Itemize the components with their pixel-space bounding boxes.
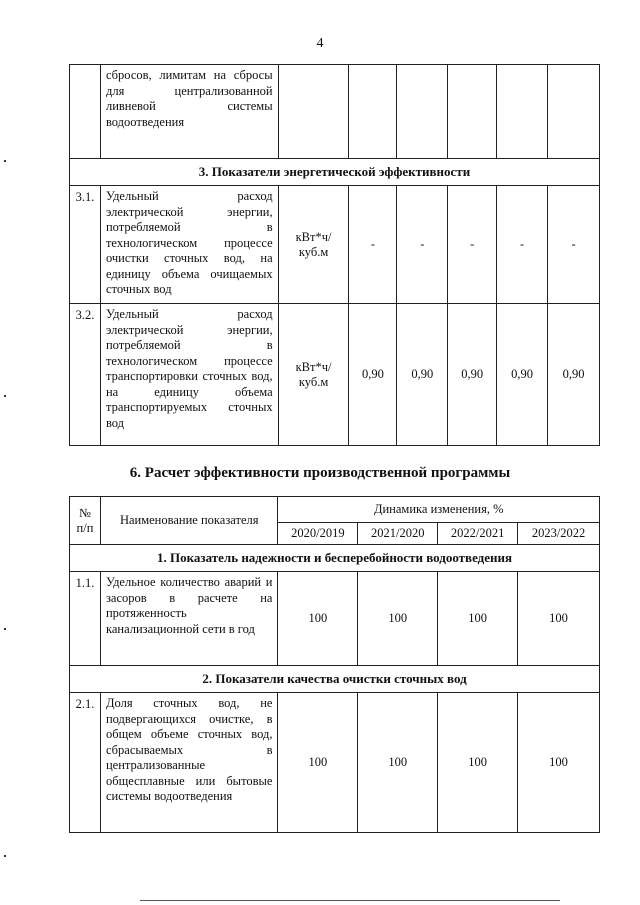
value-cell: 100 <box>518 693 600 833</box>
scan-mark <box>4 395 6 397</box>
header-dynamics: Динамика изменения, % <box>278 497 600 523</box>
period-header: 2020/2019 <box>278 523 358 545</box>
section-3-header <box>70 159 600 186</box>
value-cell: 100 <box>278 693 358 833</box>
indicators-table-continued <box>69 64 600 446</box>
row-number: 2.1. <box>70 693 101 833</box>
value-cell: 0,90 <box>497 304 548 446</box>
value-cell: - <box>349 186 397 304</box>
row-number: 3.1. <box>70 186 101 304</box>
scan-mark <box>4 160 6 162</box>
row-number: 1.1. <box>70 572 101 666</box>
page-bottom-edge <box>140 900 560 901</box>
indicator-name: Удельный расход электрической энергии, потребляемой в технологическом процессе транспортировки сточных вод, на единицу объема транспортируемых сточных вод <box>100 304 278 446</box>
value-cell: - <box>497 186 548 304</box>
period-header: 2022/2021 <box>438 523 518 545</box>
header-num: № п/п <box>70 497 101 545</box>
value-cell: 100 <box>358 693 438 833</box>
value-cell: 100 <box>358 572 438 666</box>
continuation-num-cell <box>70 65 101 159</box>
indicator-name: Доля сточных вод, не подвергающихся очистке, в общем объеме сточных вод, сбрасываемых в централизованные общесплавные или бытовые системы водоотведения <box>100 693 278 833</box>
section-2-title: 2. Показатели качества очистки сточных вод <box>70 666 600 693</box>
unit-cell: кВт*ч/ куб.м <box>278 304 349 446</box>
section-6-heading: 6. Расчет эффективности производственной программы <box>129 465 511 481</box>
value-cell: 0,90 <box>397 304 448 446</box>
page-number: 4 <box>316 36 324 51</box>
unit-cell: кВт*ч/ куб.м <box>278 186 349 304</box>
section-1-title: 1. Показатель надежности и бесперебойности водоотведения <box>70 545 600 572</box>
row-number: 3.2. <box>70 304 101 446</box>
value-cell: 100 <box>438 572 518 666</box>
value-cell: - <box>448 186 497 304</box>
indicator-name: Удельное количество аварий и засоров в расчете на протяженность канализационной сети в год <box>100 572 278 666</box>
value-cell: 0,90 <box>448 304 497 446</box>
value-cell: 100 <box>278 572 358 666</box>
section-1-header <box>70 545 600 572</box>
table-row <box>70 186 600 304</box>
value-cell: 0,90 <box>548 304 600 446</box>
value-cell: 100 <box>438 693 518 833</box>
value-cell: - <box>397 186 448 304</box>
indicator-name: Удельный расход электрической энергии, потребляемой в технологическом процессе очистки сточных вод, на единицу объема очищаемых сточных вод <box>100 186 278 304</box>
scan-mark <box>4 628 6 630</box>
table-row <box>70 304 600 446</box>
efficiency-table <box>69 496 600 833</box>
value-cell: 0,90 <box>349 304 397 446</box>
section-2-header <box>70 666 600 693</box>
header-name: Наименование показателя <box>100 497 278 545</box>
scan-mark <box>4 855 6 857</box>
table-row <box>70 693 600 833</box>
table-row <box>70 572 600 666</box>
header-row <box>70 497 600 523</box>
period-header: 2021/2020 <box>358 523 438 545</box>
continuation-text: сбросов, лимитам на сбросы для централизованной ливневой системы водоотведения <box>100 65 278 159</box>
value-cell: 100 <box>518 572 600 666</box>
value-cell: - <box>548 186 600 304</box>
continuation-row <box>70 65 600 159</box>
section-3-title: 3. Показатели энергетической эффективности <box>70 159 600 186</box>
period-header: 2023/2022 <box>518 523 600 545</box>
